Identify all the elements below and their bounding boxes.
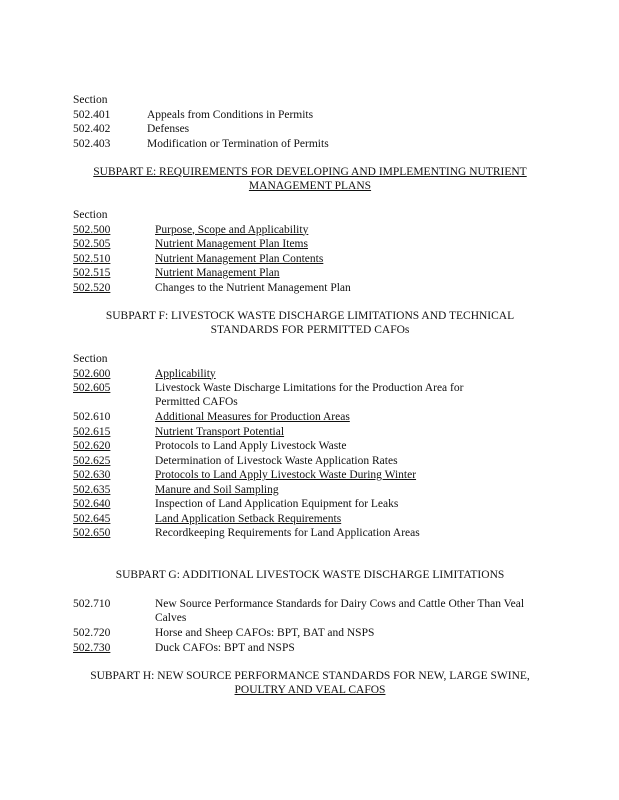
section-number-link[interactable]: 502.630 [73,469,111,481]
list-item [0,597,619,626]
section-label: Section [73,353,108,365]
section-label: Section [73,94,108,106]
section-label: Section [73,209,108,221]
section-number-link[interactable]: 502.520 [73,281,111,294]
section-title-link[interactable]: Manure and Soil Sampling [155,483,279,496]
list-item[interactable] [0,512,619,526]
subpart-e-heading [60,165,560,194]
subpart-f-heading [60,309,560,338]
section-number-link[interactable]: 502.650 [73,527,111,539]
section-title: Defenses [147,123,190,135]
section-title-link[interactable]: Nutrient Management Plan Items [155,238,308,250]
section-title: Protocols to Land Apply Livestock Waste [155,440,347,452]
section-title: Modification or Termination of Permits [147,137,329,150]
list-item[interactable] [0,641,619,655]
section-number-link[interactable]: 502.620 [73,440,111,452]
subpart-g-heading [60,568,560,582]
section-number: 502.710 [73,598,111,610]
list-item [0,137,619,151]
section-title: Recordkeeping Requirements for Land Application Areas [155,527,420,539]
subpart-heading-line: POULTRY AND VEAL CAFOS [234,684,386,697]
section-number: 502.402 [73,123,111,135]
section-number: 502.610 [73,411,111,423]
list-item [0,122,619,136]
section-number: 502.403 [73,137,111,150]
section-title: Horse and Sheep CAFOs: BPT, BAT and NSPS [155,627,375,639]
subpart-h-heading [60,669,560,698]
section-title: Inspection of Land Application Equipment for Leaks [155,498,399,510]
section-title-link[interactable]: Additional Measures for Production Areas [155,411,350,423]
section-title-link[interactable]: Nutrient Management Plan [155,267,280,279]
subpart-heading-line: SUBPART F: LIVESTOCK WASTE DISCHARGE LIMITATIONS AND TECHNICAL [105,310,515,322]
section-number-link[interactable]: 502.645 [73,512,111,525]
list-item[interactable] [0,223,619,237]
list-item[interactable] [0,266,619,280]
subpart-heading-line: SUBPART H: NEW SOURCE PERFORMANCE STANDARDS FOR NEW, LARGE SWINE, [90,670,530,682]
list-item[interactable] [0,454,619,468]
section-title-link[interactable]: Applicability [155,367,216,380]
section-number-link[interactable]: 502.635 [73,483,111,496]
list-item[interactable] [0,381,619,410]
section-title-link[interactable]: Land Application Setback Requirements [155,512,342,525]
section-number-link[interactable]: 502.605 [73,382,111,394]
list-item[interactable] [0,237,619,251]
section-number-link[interactable]: 502.640 [73,498,111,510]
list-item[interactable] [0,367,619,381]
section-title-link[interactable]: Nutrient Transport Potential [155,425,285,438]
section-number-link[interactable]: 502.500 [73,223,111,236]
list-item[interactable] [0,468,619,482]
list-item[interactable] [0,410,619,424]
section-title-link[interactable]: Protocols to Land Apply Livestock Waste During Winter [155,469,417,481]
section-number-link[interactable]: 502.510 [73,252,111,265]
list-item[interactable] [0,281,619,295]
section-title: Changes to the Nutrient Management Plan [155,281,351,294]
section-number-link[interactable]: 502.505 [73,238,111,250]
subpart-heading-line: SUBPART E: REQUIREMENTS FOR DEVELOPING AND IMPLEMENTING NUTRIENT [93,166,527,178]
section-number-link[interactable]: 502.600 [73,367,111,380]
subpart-heading-line: SUBPART G: ADDITIONAL LIVESTOCK WASTE DISCHARGE LIMITATIONS [115,569,505,581]
section-title: Determination of Livestock Waste Application Rates [155,454,398,467]
list-item[interactable] [0,483,619,497]
list-item[interactable] [0,526,619,540]
section-number-link[interactable]: 502.730 [73,641,111,654]
section-number: 502.401 [73,108,111,121]
list-item[interactable] [0,497,619,511]
section-title: Livestock Waste Discharge Limitations for the Production Area for Permitted CAFOs [155,382,464,409]
section-title-link[interactable]: Purpose, Scope and Applicability [155,223,309,236]
section-title-link[interactable]: Nutrient Management Plan Contents [155,252,324,265]
section-number-link[interactable]: 502.615 [73,425,111,438]
section-number-link[interactable]: 502.515 [73,267,111,279]
subpart-heading-line: MANAGEMENT PLANS [248,180,372,193]
section-title: Appeals from Conditions in Permits [147,108,314,121]
list-item[interactable] [0,252,619,266]
subpart-heading-line: STANDARDS FOR PERMITTED CAFOs [210,324,410,337]
list-item[interactable] [0,425,619,439]
list-item [0,108,619,122]
section-number: 502.720 [73,627,111,639]
list-item[interactable] [0,439,619,453]
section-title: New Source Performance Standards for Dairy Cows and Cattle Other Than Veal Calves [155,598,525,625]
section-title: Duck CAFOs: BPT and NSPS [155,641,295,654]
section-number-link[interactable]: 502.625 [73,454,111,467]
list-item [0,626,619,640]
